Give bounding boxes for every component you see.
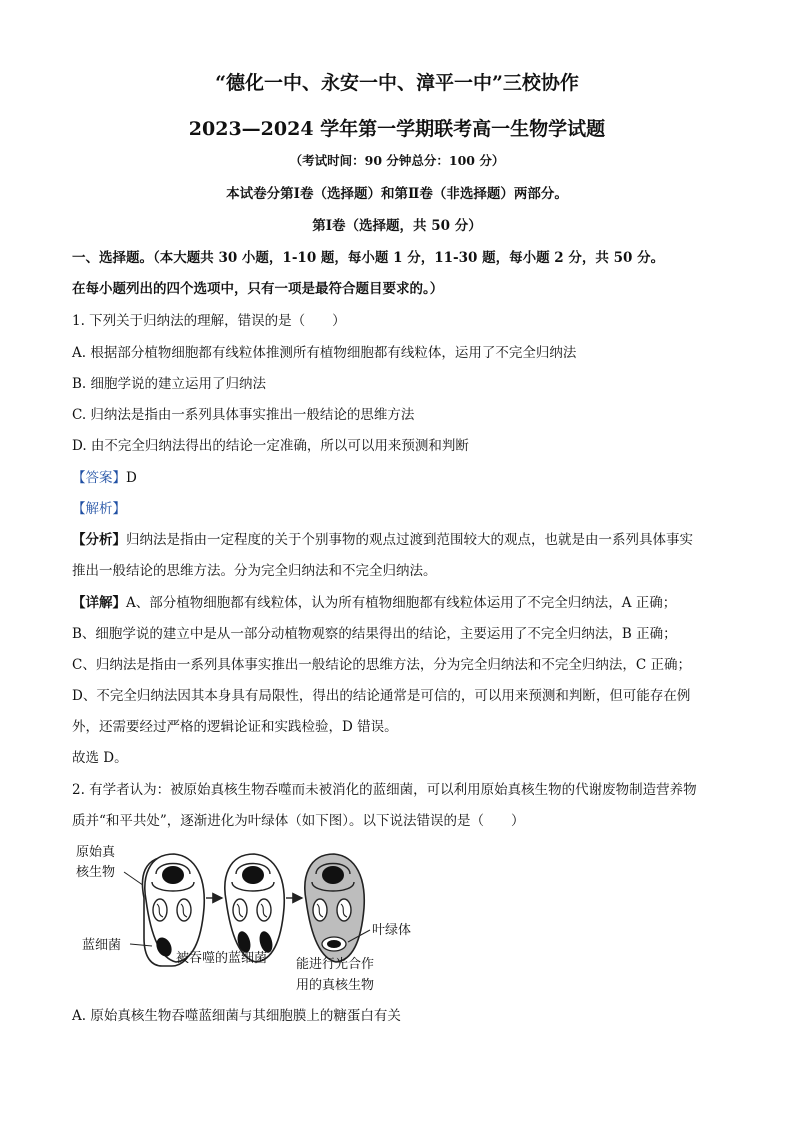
q2-option-a: A. 原始真核生物吞噬蓝细菌与其细胞膜上的糖蛋白有关 (72, 1008, 401, 1024)
section-heading-line2: 在每小题列出的四个选项中，只有一项是最符合题目要求的。） (72, 281, 444, 297)
q1-option-a: A. 根据部分植物细胞都有线粒体推测所有植物细胞都有线粒体，运用了不完全归纳法 (72, 345, 577, 361)
cell-1 (142, 854, 204, 966)
exam-title-schools: “德化一中、永安一中、漳平一中”三校协作 (215, 72, 579, 94)
fenxi-tag: 【分析】 (72, 532, 126, 548)
answer-value: D (126, 470, 137, 486)
q1-option-c: C. 归纳法是指由一系列具体事实推出一般结论的思维方法 (72, 407, 415, 423)
section-heading-line1: 一、选择题。（本大题共 30 小题，1-10 题，每小题 1 分，11-30 题，每小题 2 分，共 50 分。 (72, 250, 665, 266)
q2-stem-line1: 2. 有学者认为：被原始真核生物吞噬而未被消化的蓝细菌，可以利用原始真核生物的代谢废物制造营养物 (72, 782, 697, 798)
cell-2 (225, 854, 284, 962)
exam-title-subject: 2023—2024 学年第一学期联考高一生物学试题 (188, 118, 606, 140)
label-photosynthetic-1: 能进行光合作 (296, 957, 375, 972)
q1-detail-line5: 外，还需要经过严格的逻辑论证和实践检验，D 错误。 (72, 719, 398, 735)
analysis-tag: 【解析】 (72, 501, 126, 517)
q2-stem-line2: 质并“和平共处”，逐渐进化为叶绿体（如下图）。以下说法错误的是（ ） (72, 813, 525, 829)
label-engulfed: 被吞噬的蓝细菌 (176, 951, 268, 966)
part1-title: 第Ⅰ卷（选择题，共 50 分） (312, 218, 482, 234)
answer-tag: 【答案】 (72, 470, 126, 486)
q1-detail-line3: C、归纳法是指由一系列具体事实推出一般结论的思维方法，分为完全归纳法和不完全归纳法，C 正确； (72, 657, 691, 673)
label-primitive-2: 核生物 (76, 865, 116, 880)
q1-fenxi-line1 (72, 528, 693, 548)
detail-text-1: A、部分植物细胞都有线粒体，认为所有植物细胞都有线粒体运用了不完全归纳法，A 正确； (126, 595, 677, 611)
q1-option-d: D. 由不完全归纳法得出的结论一定准确，所以可以用来预测和判断 (72, 438, 469, 454)
exam-info: （考试时间：90 分钟总分：100 分） (289, 153, 505, 168)
q1-conclusion: 故选 D。 (72, 750, 128, 766)
label-photosynthetic-2: 用的真核生物 (296, 978, 375, 993)
cell-3 (305, 854, 364, 962)
q1-stem: 1. 下列关于归纳法的理解，错误的是（ ） (72, 313, 346, 329)
endosymbiosis-figure (72, 838, 412, 996)
q1-detail-line2: B、细胞学说的建立中是从一部分动植物观察的结果得出的结论，主要运用了不完全归纳法，B 正确； (72, 626, 677, 642)
q1-detail-line1 (72, 591, 676, 611)
label-chloroplast: 叶绿体 (372, 923, 412, 938)
q1-fenxi-line2: 推出一般结论的思维方法。分为完全归纳法和不完全归纳法。 (72, 563, 437, 579)
label-primitive-1: 原始真 (76, 845, 116, 860)
label-cyanobacteria: 蓝细菌 (82, 938, 122, 953)
detail-tag: 【详解】 (72, 595, 126, 611)
q1-detail-line4: D、不完全归纳法因其本身具有局限性，得出的结论通常是可信的，可以用来预测和判断，但可能存在例 (72, 688, 691, 704)
q1-analysis-tag (72, 497, 126, 517)
fenxi-text-1: 归纳法是指由一定程度的关于个别事物的观点过渡到范围较大的观点，也就是由一系列具体事实 (126, 532, 693, 548)
exam-structure-note: 本试卷分第Ⅰ卷（选择题）和第Ⅱ卷（非选择题）两部分。 (226, 186, 568, 202)
q1-answer (72, 466, 137, 486)
q1-option-b: B. 细胞学说的建立运用了归纳法 (72, 376, 267, 392)
